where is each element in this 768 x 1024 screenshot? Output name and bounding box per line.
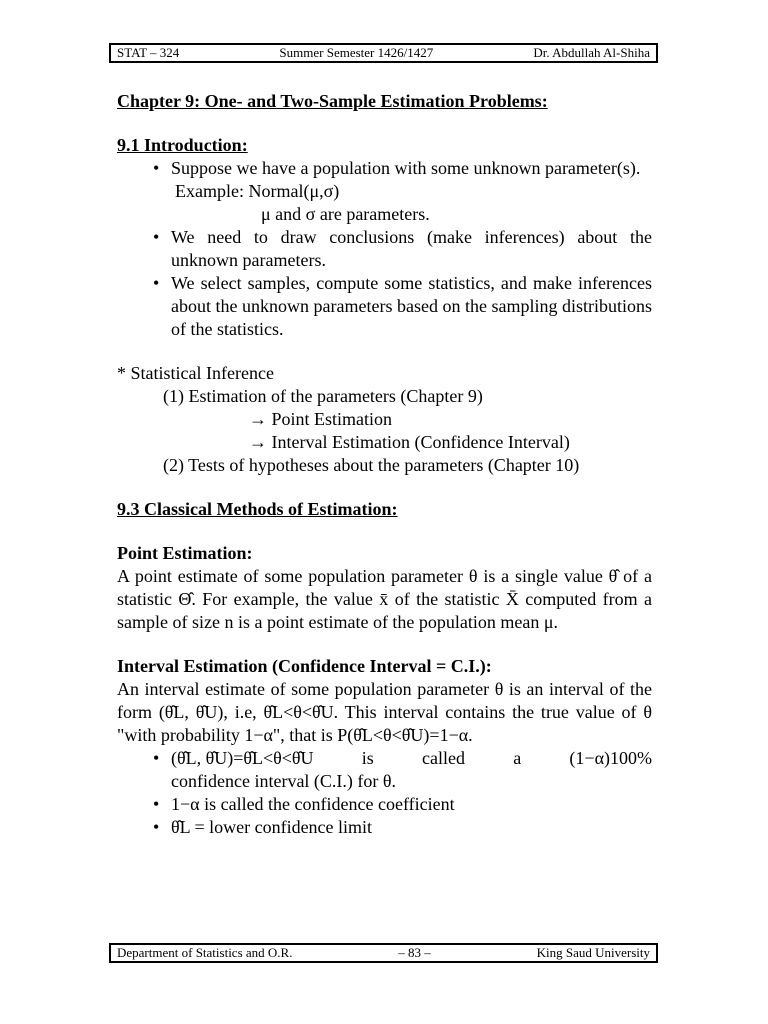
- page-footer: [109, 943, 658, 963]
- example-note: μ and σ are parameters.: [261, 204, 430, 224]
- university: King Saud University: [536, 945, 650, 960]
- inference-item-2: (2) Tests of hypotheses about the parameters (Chapter 10): [163, 455, 580, 475]
- inference-title: * Statistical Inference: [117, 363, 274, 383]
- inference-item-1: (1) Estimation of the parameters (Chapter 9): [163, 386, 483, 406]
- bullet-icon: •: [153, 817, 160, 837]
- point-heading: Point Estimation:: [117, 543, 253, 563]
- interval-heading: Interval Estimation (Confidence Interval = C.I.):: [117, 656, 492, 676]
- chapter-title: Chapter 9: One- and Two-Sample Estimation Problems:: [117, 91, 548, 111]
- bullet-icon: •: [153, 794, 160, 814]
- classical-heading: 9.3 Classical Methods of Estimation:: [117, 499, 398, 519]
- list-item: • We need to draw conclusions (make inferences) about the unknown parameters.: [153, 227, 652, 270]
- ci-rest: confidence interval (C.I.) for θ.: [171, 771, 397, 791]
- list-item: • Suppose we have a population with some unknown parameter(s). Example: Normal(μ,σ) μ and σ are parameters.: [117, 157, 652, 226]
- list-item: • We select samples, compute some statistics, and make inferences about the unknown parameters based on the sampling distributions of the statistics.: [153, 273, 652, 339]
- interval-list: [117, 747, 652, 839]
- interval-text: An interval estimate of some population parameter θ is an interval of the form (θ̂L, θ̂U), i.e, θ̂L<θ<θ̂U. This interval contains the true value of θ "with probability 1−α", that is P(θ̂L<θ<θ̂U)=1−α.: [117, 679, 652, 745]
- ci-expression: (θ̂L, θ̂U)=θ̂L<θ<θ̂U: [171, 748, 314, 768]
- intro-list: [117, 157, 652, 341]
- list-item: • 1−α is called the confidence coefficient: [153, 794, 455, 814]
- author: Dr. Abdullah Al-Shiha: [533, 45, 650, 60]
- bullet-icon: •: [153, 748, 160, 768]
- inference-sub-1: → Point Estimation: [249, 409, 393, 429]
- bullet-icon: •: [153, 158, 160, 178]
- bullet-icon: •: [153, 273, 160, 293]
- intro-heading: 9.1 Introduction:: [117, 135, 248, 155]
- example-line: Example: Normal(μ,σ): [175, 181, 340, 201]
- list-item: • (θ̂L, θ̂U)=θ̂L<θ<θ̂U is called a (1−α)100% confidence interval (C.I.) for θ.: [153, 748, 652, 791]
- department: Department of Statistics and O.R.: [117, 945, 293, 960]
- page-header: [109, 43, 658, 63]
- semester: Summer Semester 1426/1427: [279, 45, 434, 60]
- list-item: • θ̂L = lower confidence limit: [153, 817, 373, 837]
- inference-sub-2: → Interval Estimation (Confidence Interval): [249, 432, 570, 452]
- page-number: – 83 –: [398, 945, 431, 960]
- point-text: A point estimate of some population parameter θ is a single value θ̂ of a statistic Θ̂. For example, the value x̄ of the statistic X̄ computed from a sample of size n is a point estimate of the population mean μ.: [117, 566, 652, 632]
- course-code: STAT – 324: [117, 45, 180, 60]
- page-content: [117, 90, 652, 839]
- bullet-icon: •: [153, 227, 160, 247]
